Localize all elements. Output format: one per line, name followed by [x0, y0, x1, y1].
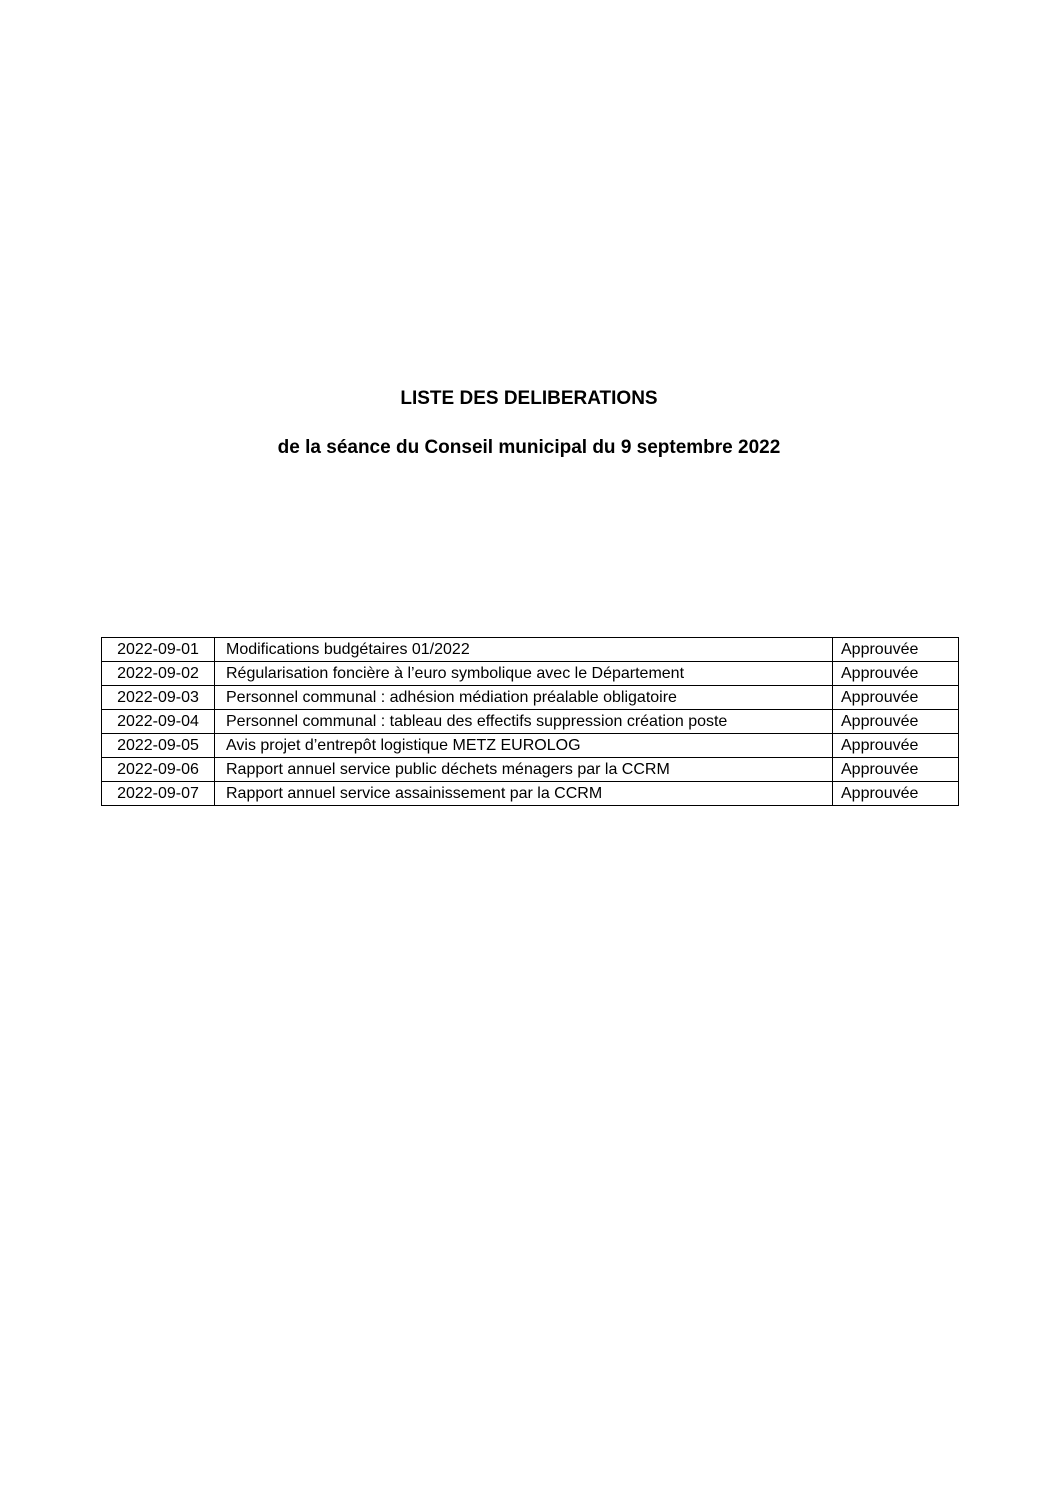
deliberations-table — [101, 637, 959, 806]
deliberation-subject: Régularisation foncière à l’euro symbolique avec le Département — [215, 662, 833, 686]
table-row — [102, 710, 959, 734]
deliberation-status: Approuvée — [833, 662, 959, 686]
deliberation-subject: Personnel communal : adhésion médiation préalable obligatoire — [215, 686, 833, 710]
deliberation-number: 2022-09-02 — [102, 662, 215, 686]
deliberations-table-body — [102, 638, 959, 806]
table-row — [102, 782, 959, 806]
table-row — [102, 638, 959, 662]
deliberation-status: Approuvée — [833, 782, 959, 806]
table-row — [102, 662, 959, 686]
deliberation-subject: Avis projet d’entrepôt logistique METZ EUROLOG — [215, 734, 833, 758]
table-row — [102, 758, 959, 782]
deliberation-status: Approuvée — [833, 638, 959, 662]
document-subtitle: de la séance du Conseil municipal du 9 septembre 2022 — [277, 437, 781, 458]
deliberation-subject: Rapport annuel service assainissement par la CCRM — [215, 782, 833, 806]
deliberation-subject: Modifications budgétaires 01/2022 — [215, 638, 833, 662]
deliberation-number: 2022-09-03 — [102, 686, 215, 710]
deliberation-number: 2022-09-06 — [102, 758, 215, 782]
table-row — [102, 734, 959, 758]
deliberation-subject: Personnel communal : tableau des effectifs suppression création poste — [215, 710, 833, 734]
deliberation-status: Approuvée — [833, 734, 959, 758]
deliberation-number: 2022-09-07 — [102, 782, 215, 806]
table-row — [102, 686, 959, 710]
deliberation-number: 2022-09-05 — [102, 734, 215, 758]
deliberation-number: 2022-09-01 — [102, 638, 215, 662]
document-title: LISTE DES DELIBERATIONS — [400, 388, 658, 409]
deliberation-status: Approuvée — [833, 686, 959, 710]
deliberation-status: Approuvée — [833, 758, 959, 782]
deliberation-number: 2022-09-04 — [102, 710, 215, 734]
deliberation-subject: Rapport annuel service public déchets ménagers par la CCRM — [215, 758, 833, 782]
deliberation-status: Approuvée — [833, 710, 959, 734]
